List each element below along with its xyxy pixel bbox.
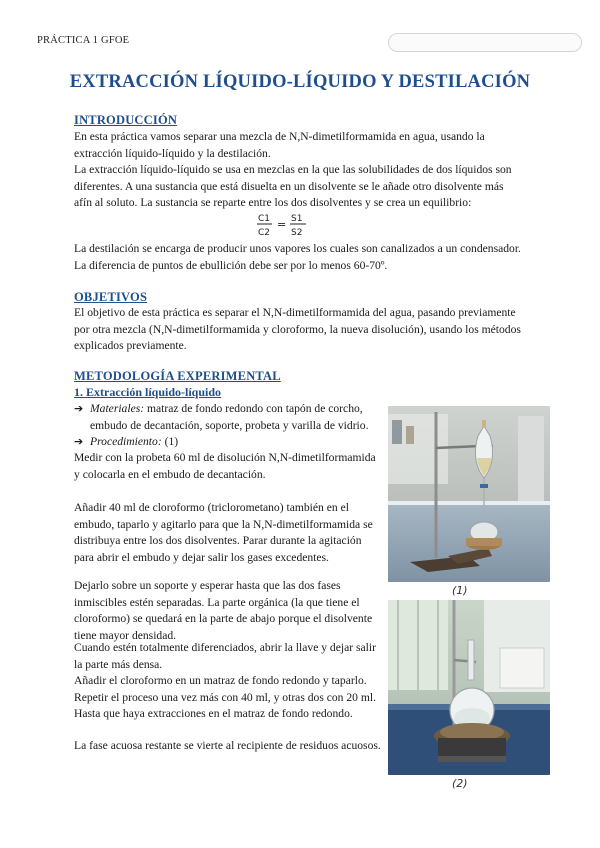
section-heading-metodologia: METODOLOGÍA EXPERIMENTAL — [74, 369, 281, 383]
subheading-extraccion: 1. Extracción líquido-líquido — [74, 385, 222, 399]
header-name-field — [388, 33, 582, 52]
partition-equation — [256, 210, 316, 240]
figure-caption-2: (2) — [452, 777, 468, 790]
intro-paragraph-1: En esta práctica vamos separar una mezcla de N,N-dimetilformamida en agua, usando la extracción líquido-líquido y la destilación. — [74, 130, 485, 160]
section-heading-introduccion: INTRODUCCIÓN — [74, 113, 178, 127]
bullet-materiales — [74, 401, 384, 434]
objectives-paragraph: El objetivo de esta práctica es separar el N,N-dimetilformamida del agua, pasando previamente por otra mezcla (N,N-dimetilformamida y cloroformo, la nueva disolución), usando los métodos explicados previamente. — [74, 306, 521, 353]
photo-distillation-setup — [388, 600, 550, 775]
materials-text: matraz de fondo redondo con tapón de corcho, — [144, 402, 363, 415]
procedure-step-3: Dejarlo sobre un soporte y esperar hasta que las dos fases inmiscibles estén separadas. La parte orgánica (la que tiene el cloroformo) se quedará en la parte de abajo porque el disolvente tiene mayor densidad. — [74, 579, 373, 642]
header-label: PRÁCTICA 1 GFOE — [37, 35, 130, 46]
procedure-step-1: Medir con la probeta 60 ml de disolución N,N-dimetilformamida y colocarla en el embudo de decantación. — [74, 451, 376, 481]
document-title: EXTRACCIÓN LÍQUIDO-LÍQUIDO Y DESTILACIÓN — [69, 72, 531, 92]
equation-s1: S1 — [291, 214, 303, 224]
arrow-icon: ➔ — [74, 402, 84, 415]
figure-caption-1: (1) — [452, 584, 468, 597]
materials-continuation: embudo de decantación, soporte, probeta y varilla de vidrio. — [90, 418, 369, 432]
procedure-step-5: Añadir el cloroformo en un matraz de fondo redondo y taparlo. Repetir el proceso una vez más con 40 ml, y otras dos con 20 ml. Hasta que haya extracciones en el matraz de fondo redondo. — [74, 674, 377, 721]
equation-s2: S2 — [291, 228, 303, 238]
photo-extraction-setup — [388, 406, 550, 582]
procedure-label: Procedimiento: — [90, 435, 162, 448]
arrow-icon: ➔ — [74, 435, 84, 448]
procedure-step-6: La fase acuosa restante se vierte al recipiente de residuos acuosos. — [74, 739, 381, 752]
equation-equals: = — [277, 218, 287, 231]
intro-paragraph-3: La destilación se encarga de producir unos vapores los cuales son canalizados a un condensador. La diferencia de puntos de ebullición debe ser por lo menos 60-70º. — [74, 242, 521, 272]
intro-paragraph-2: La extracción líquido-líquido se usa en mezclas en la que las solubilidades de dos líquidos son diferentes. A una sustancia que está disuelta en un disolvente se le añade otro disolvente más afín al soluto. La sustancia se reparte entre los dos disolventes y se crea un equilibrio: — [74, 163, 512, 210]
materials-label: Materiales: — [90, 402, 145, 415]
section-heading-objetivos: OBJETIVOS — [74, 290, 148, 304]
procedure-step-2: Añadir 40 ml de cloroformo (triclorometano) también en el embudo, taparlo y agitarlo para que la N,N-dimetilformamida se distribuya entre los dos disolventes. Parar durante la agitación para abrir el embudo y dejar salir los gases excedentes. — [74, 501, 373, 564]
procedure-step-4: Cuando estén totalmente diferenciados, abrir la llave y dejar salir la parte más densa. — [74, 641, 376, 671]
equation-c2: C2 — [258, 228, 271, 238]
procedure-ref: (1) — [161, 435, 179, 448]
bullet-procedimiento — [74, 434, 384, 451]
equation-c1: C1 — [258, 214, 271, 224]
